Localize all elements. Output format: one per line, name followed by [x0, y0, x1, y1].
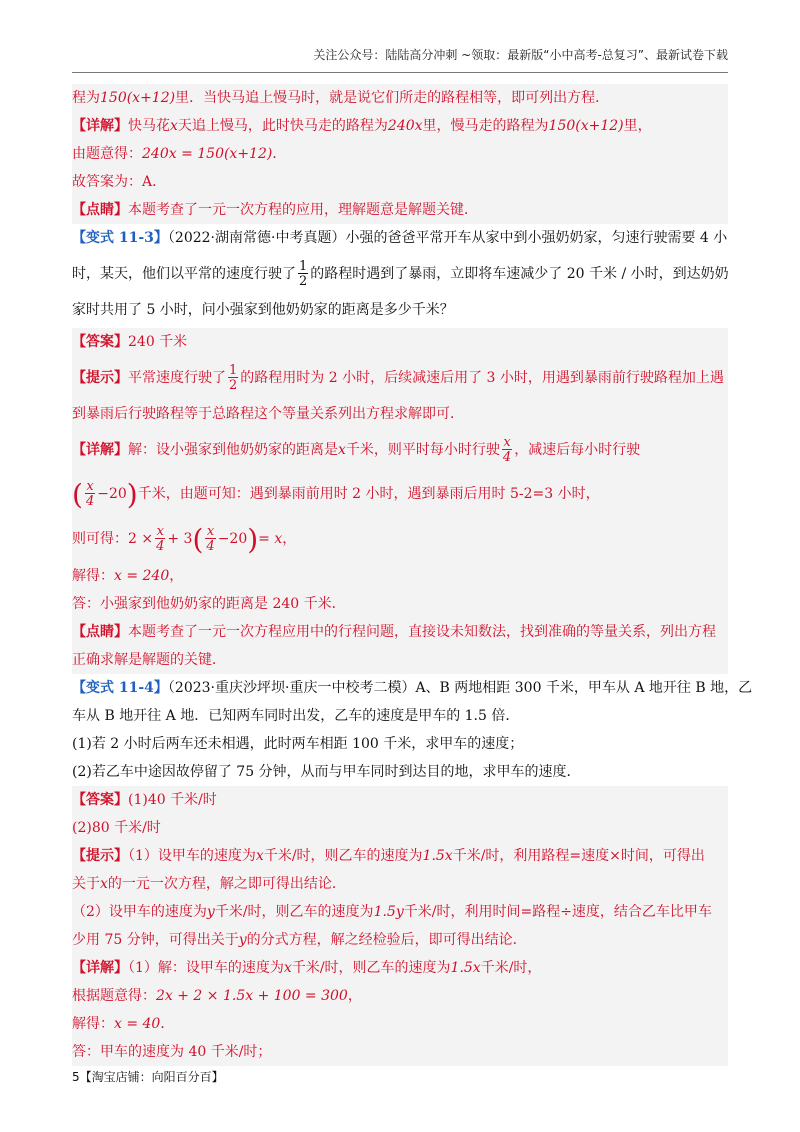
hint-line-1: 【提示】（1）设甲车的速度为x千米/时，则乙车的速度为1.5x千米/时，利用路程=速度×时间，可得出	[72, 848, 705, 864]
hint-line-1: 【提示】平常速度行驶了 $\frac{1}{2}$ 的路程用时为 2 小时，后续减速后用了 3 小时，用遇到暴雨前行驶路程加上遇	[72, 363, 724, 393]
fraction-half: $\frac{1}{2}$	[299, 259, 308, 289]
solution-block-2	[72, 328, 728, 674]
hint-line-3: （2）设甲车的速度为y千米/时，则乙车的速度为1.5y千米/时，利用时间=路程÷速度，结合乙车比甲车	[72, 904, 712, 920]
solution-block-1	[72, 84, 728, 224]
problem-11-3	[72, 224, 728, 324]
comment-line-2: 正确求解是解题的关键．	[72, 652, 226, 668]
question-line-4: (2)若乙车中途因故停留了 75 分钟，从而与甲车同时到达目的地，求甲车的速度．	[72, 764, 581, 780]
variant-label: 【变式 11-3】	[72, 230, 168, 246]
answer-line-1: 【答案】(1)40 千米/时	[72, 792, 217, 808]
fraction-x-over-4: $\frac{x}{4}$	[502, 435, 512, 465]
question-line-2: 时，某天，他们以平常的速度行驶了 $\frac{1}{2}$ 的路程时遇到了暴雨，立即将车速减少了 20 千米 / 小时，到达奶奶	[72, 259, 729, 289]
solution-block-3	[72, 786, 728, 1066]
answer-line: 【答案】240 千米	[72, 334, 188, 350]
problem-11-4	[72, 674, 753, 786]
fraction-half: $\frac{1}{2}$	[229, 363, 238, 393]
answer-line-2: (2)80 千米/时	[72, 820, 161, 836]
equation-line: 根据题意得：2x + 2 × 1.5x + 100 = 300，	[72, 988, 362, 1004]
comment-line: 【点睛】本题考查了一元一次方程的应用，理解题意是解题关键．	[72, 202, 478, 218]
final-answer-line: 答：甲车的速度为 40 千米/时；	[72, 1044, 272, 1060]
page-header: 关注公众号：陆陆高分冲刺 ~领取：最新版“小中高考-总复习”、最新试卷下载	[313, 48, 728, 62]
detail-line: 【详解】快马花x天追上慢马，此时快马走的路程为240x里，慢马走的路程为150(x+12)里，	[72, 118, 652, 134]
detail-line-1: 【详解】解：设小强家到他奶奶家的距离是x千米，则平时每小时行驶 $\frac{x}{4}$ ，减速后每小时行驶	[72, 435, 641, 465]
variant-label: 【变式 11-4】	[72, 680, 168, 696]
math-expr: 150(x+12)	[100, 90, 176, 106]
equation-line: 由题意得：240x = 150(x+12)．	[72, 146, 287, 162]
question-line-3: (1)若 2 小时后两车还未相遇，此时两车相距 100 千米，求甲车的速度；	[72, 736, 524, 752]
detail-line-2: ( $\frac{x}{4}$ −20)千米，由题可知：遇到暴雨前用时 2 小时，遇到暴雨后用时 5-2=3 小时，	[72, 478, 600, 511]
comment-line-1: 【点睛】本题考查了一元一次方程应用中的行程问题，直接设未知数法，找到准确的等量关系，列出方程	[72, 624, 716, 640]
hint-line-2: 到暴雨后行驶路程等于总路程这个等量关系列出方程求解即可．	[72, 406, 464, 422]
question-line-1: 【变式 11-4】（2023·重庆沙坪坝·重庆一中校考二模）A、B 两地相距 300 千米，甲车从 A 地开往 B 地，乙	[72, 680, 753, 696]
hint-line-2: 关于x的一元一次方程，解之即可得出结论．	[72, 876, 346, 892]
question-line-1: 【变式 11-3】（2022·湖南常德·中考真题）小强的爸爸平常开车从家中到小强奶奶家，匀速行驶需要 4 小	[72, 230, 728, 246]
detail-line: 【详解】（1）解：设甲车的速度为x千米/时，则乙车的速度为1.5x千米/时，	[72, 960, 542, 976]
question-line-2: 车从 B 地开往 A 地．已知两车同时出发，乙车的速度是甲车的 1.5 倍．	[72, 708, 520, 724]
hint-continuation: 程为150(x+12)里．当快马追上慢马时，就是说它们所走的路程相等，即可列出方程．	[72, 90, 610, 106]
page-content	[72, 84, 753, 1066]
question-line-3: 家时共用了 5 小时，问小强家到他奶奶家的距离是多少千米？	[72, 302, 454, 318]
header-divider	[72, 72, 728, 73]
solve-line: 解得：x = 240，	[72, 568, 184, 584]
page-footer: 5【淘宝店铺：向阳百分百】	[72, 1070, 224, 1084]
hint-line-4: 少用 75 分钟，可得出关于y的分式方程，解之经检验后，即可得出结论．	[72, 932, 527, 948]
solve-line: 解得：x = 40．	[72, 1016, 175, 1032]
answer-line: 故答案为：A．	[72, 174, 167, 190]
equation-line: 则可得：2 × $\frac{x}{4}$ + 3( $\frac{x}{4}$ −20)= x，	[72, 523, 297, 556]
final-answer-line: 答：小强家到他奶奶家的距离是 240 千米．	[72, 596, 346, 612]
